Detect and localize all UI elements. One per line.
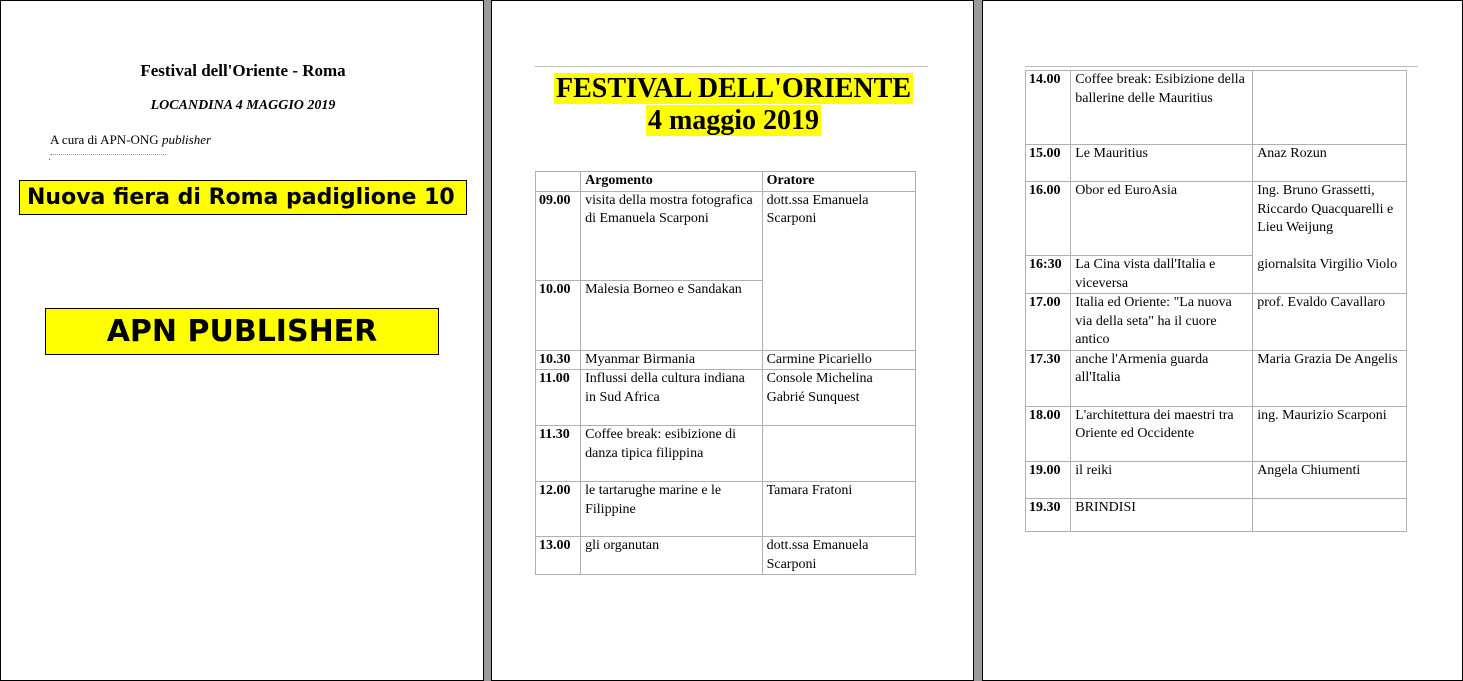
- header-rule: [535, 66, 928, 67]
- table-row: [536, 370, 916, 426]
- table-row: [1026, 71, 1407, 145]
- row-topic: anche l'Armenia guarda all'Italia: [1071, 350, 1253, 406]
- table-header-row: [536, 172, 916, 192]
- row-topic: La Cina vista dall'Italia e viceversa: [1071, 256, 1253, 294]
- curator-italic: publisher: [161, 132, 212, 147]
- row-time: 10.30: [536, 350, 581, 370]
- row-time: 11.00: [536, 370, 581, 426]
- row-speaker: ing. Maurizio Scarponi: [1253, 406, 1407, 461]
- row-time: 14.00: [1026, 71, 1071, 145]
- row-topic: Italia ed Oriente: "La nuova via della seta" ha il cuore antico: [1071, 294, 1253, 351]
- row-speaker: dott.ssa Emanuela Scarponi: [762, 191, 915, 350]
- row-topic: Coffee break: Esibizione della ballerine delle Mauritius: [1071, 71, 1253, 145]
- row-topic: Malesia Borneo e Sandakan: [581, 280, 762, 350]
- footnote-dot: ·: [48, 155, 52, 166]
- publisher-banner: APN PUBLISHER: [45, 308, 439, 355]
- row-time: 11.30: [536, 426, 581, 482]
- row-time: 15.00: [1026, 145, 1071, 182]
- table-row: [1026, 350, 1407, 406]
- document-page-2: [491, 0, 974, 681]
- row-speaker: Console Michelina Gabrié Sunquest: [762, 370, 915, 426]
- row-topic: le tartarughe marine e le Filippine: [581, 482, 762, 537]
- row-topic: il reiki: [1071, 461, 1253, 498]
- poster-date-subtitle: LOCANDINA 4 MAGGIO 2019: [150, 98, 336, 113]
- document-page-3: [982, 0, 1463, 681]
- row-speaker: dott.ssa Emanuela Scarponi: [762, 537, 915, 575]
- column-header-time: [536, 172, 581, 192]
- column-header-topic: Argomento: [581, 172, 762, 192]
- row-time: 17.30: [1026, 350, 1071, 406]
- schedule-table-afternoon: [1025, 70, 1407, 532]
- row-speaker: Maria Grazia De Angelis: [1253, 350, 1407, 406]
- schedule-table-morning: [535, 171, 916, 575]
- row-topic: gli organutan: [581, 537, 762, 575]
- row-topic: BRINDISI: [1071, 498, 1253, 531]
- row-time: 10.00: [536, 280, 581, 350]
- venue-banner: Nuova fiera di Roma padiglione 10: [19, 180, 467, 215]
- schedule-heading-line2: 4 maggio 2019: [647, 105, 820, 136]
- row-time: 16:30: [1026, 256, 1071, 294]
- row-topic: Influssi della cultura indiana in Sud Africa: [581, 370, 762, 426]
- schedule-heading: [492, 73, 974, 137]
- row-time: 19.30: [1026, 498, 1071, 531]
- row-speaker: prof. Evaldo Cavallaro: [1253, 294, 1407, 351]
- row-topic: Obor ed EuroAsia: [1071, 182, 1253, 256]
- row-time: 13.00: [536, 537, 581, 575]
- row-speaker: giornalsita Virgilio Violo: [1253, 256, 1407, 294]
- row-topic: Coffee break: esibizione di danza tipica filippina: [581, 426, 762, 482]
- table-row: [1026, 182, 1407, 256]
- row-speaker: [1253, 71, 1407, 145]
- row-speaker: Anaz Rozun: [1253, 145, 1407, 182]
- row-time: 17.00: [1026, 294, 1071, 351]
- row-speaker: Ing. Bruno Grassetti, Riccardo Quacquarelli e Lieu Weijung: [1253, 182, 1407, 256]
- festival-title: Festival dell'Oriente - Roma: [140, 61, 346, 80]
- table-row: [1026, 461, 1407, 498]
- table-row: [1026, 145, 1407, 182]
- row-time: 19.00: [1026, 461, 1071, 498]
- table-row: [536, 426, 916, 482]
- row-topic: Myanmar Birmania: [581, 350, 762, 370]
- row-topic: visita della mostra fotografica di Emanuela Scarponi: [581, 191, 762, 280]
- table-row: [536, 350, 916, 370]
- footnote-separator: [50, 154, 166, 155]
- table-row: [1026, 294, 1407, 351]
- table-row: [536, 537, 916, 575]
- row-speaker: [1253, 498, 1407, 531]
- table-row: [1026, 406, 1407, 461]
- row-speaker: Carmine Picariello: [762, 350, 915, 370]
- header-rule: [1025, 66, 1418, 67]
- row-speaker: [762, 426, 915, 482]
- curator-prefix: A cura di APN-ONG: [50, 132, 162, 147]
- document-page-1: [0, 0, 484, 681]
- schedule-heading-line1: FESTIVAL DELL'ORIENTE: [555, 73, 912, 104]
- curator-line: [50, 132, 211, 148]
- table-row: [536, 191, 916, 280]
- row-topic: Le Mauritius: [1071, 145, 1253, 182]
- row-speaker: Angela Chiumenti: [1253, 461, 1407, 498]
- row-time: 16.00: [1026, 182, 1071, 256]
- table-row: [1026, 498, 1407, 531]
- column-header-speaker: Oratore: [762, 172, 915, 192]
- table-row: [536, 482, 916, 537]
- row-speaker: Tamara Fratoni: [762, 482, 915, 537]
- row-time: 18.00: [1026, 406, 1071, 461]
- row-time: 12.00: [536, 482, 581, 537]
- row-topic: L'architettura dei maestri tra Oriente ed Occidente: [1071, 406, 1253, 461]
- table-row: [1026, 256, 1407, 294]
- row-time: 09.00: [536, 191, 581, 280]
